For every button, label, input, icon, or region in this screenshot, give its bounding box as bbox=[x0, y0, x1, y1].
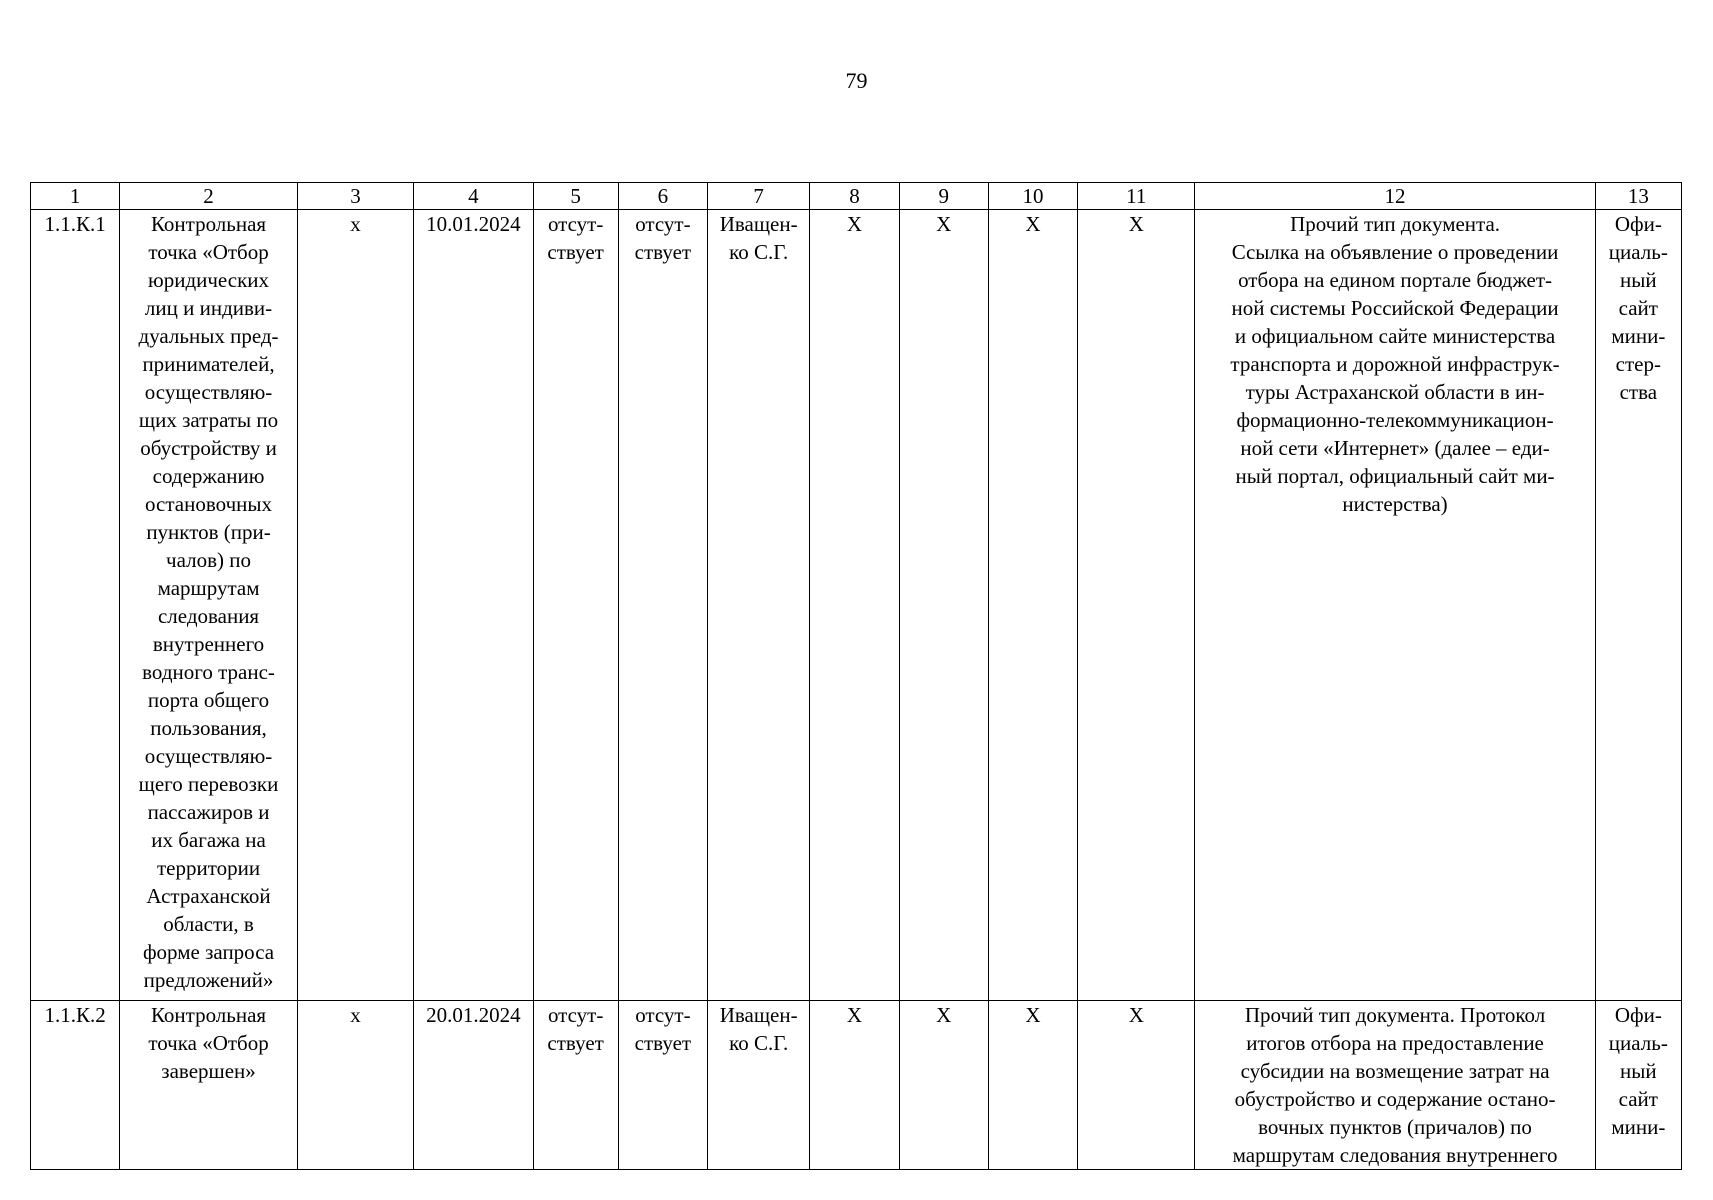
header-cell: 11 bbox=[1078, 183, 1195, 210]
cell-responsible: Иващен- ко С.Г. bbox=[708, 1001, 810, 1170]
cell-col8: X bbox=[810, 210, 899, 1001]
cell-responsible: Иващен- ко С.Г. bbox=[708, 210, 810, 1001]
cell-date: 20.01.2024 bbox=[414, 1001, 533, 1170]
header-cell: 9 bbox=[899, 183, 988, 210]
header-cell: 7 bbox=[708, 183, 810, 210]
cell-col11: X bbox=[1078, 210, 1195, 1001]
header-cell: 10 bbox=[988, 183, 1077, 210]
cell-col10: X bbox=[988, 210, 1077, 1001]
header-cell: 8 bbox=[810, 183, 899, 210]
cell-source: Офи- циаль- ный сайт мини- стер- ства bbox=[1595, 210, 1681, 1001]
cell-code: 1.1.К.2 bbox=[31, 1001, 120, 1170]
cell-name: Контрольная точка «Отбор завершен» bbox=[120, 1001, 298, 1170]
document-table bbox=[30, 182, 1682, 1170]
cell-col5: отсут- ствует bbox=[533, 210, 618, 1001]
cell-col6: отсут- ствует bbox=[618, 1001, 707, 1170]
table-row bbox=[31, 210, 1682, 1001]
cell-col3: х bbox=[297, 210, 413, 1001]
header-cell: 3 bbox=[297, 183, 413, 210]
cell-col11: X bbox=[1078, 1001, 1195, 1170]
cell-col5: отсут- ствует bbox=[533, 1001, 618, 1170]
cell-date: 10.01.2024 bbox=[414, 210, 533, 1001]
cell-col6: отсут- ствует bbox=[618, 210, 707, 1001]
cell-col9: X bbox=[899, 1001, 988, 1170]
table-row bbox=[31, 1001, 1682, 1170]
header-cell: 5 bbox=[533, 183, 618, 210]
cell-document: Прочий тип документа. Протокол итогов отбора на предоставление субсидии на возмещение затрат на обустройство и содержание остано- вочных пунктов (причалов) по маршрутам следования внутреннего bbox=[1195, 1001, 1595, 1170]
header-cell: 1 bbox=[31, 183, 120, 210]
cell-col3: х bbox=[297, 1001, 413, 1170]
table-header-row bbox=[31, 183, 1682, 210]
header-cell: 6 bbox=[618, 183, 707, 210]
page-number: 79 bbox=[845, 68, 868, 93]
cell-source: Офи- циаль- ный сайт мини- bbox=[1595, 1001, 1681, 1170]
cell-col8: X bbox=[810, 1001, 899, 1170]
header-cell: 13 bbox=[1595, 183, 1681, 210]
cell-document: Прочий тип документа. Ссылка на объявление о проведении отбора на едином портале бюджет- ной системы Российской Федерации и официальном сайте министерства транспорта и дорожной инфраструк- туры Астраханской области в ин- формационно-телекоммуникацион- ной сети «Интернет» (далее – еди- ный портал, официальный сайт ми- нистерства) bbox=[1195, 210, 1595, 1001]
header-cell: 2 bbox=[120, 183, 298, 210]
header-cell: 12 bbox=[1195, 183, 1595, 210]
cell-col9: X bbox=[899, 210, 988, 1001]
header-cell: 4 bbox=[414, 183, 533, 210]
cell-name: Контрольная точка «Отбор юридических лиц и индиви- дуальных пред- принимателей, осуществляю- щих затраты по обустройству и содержанию остановочных пунктов (при- чалов) по маршрутам следования внутреннего водного транс- порта общего пользования, осуществляю- щего перевозки пассажиров и их багажа на территории Астраханской области, в форме запроса предложений» bbox=[120, 210, 298, 1001]
cell-code: 1.1.К.1 bbox=[31, 210, 120, 1001]
cell-col10: X bbox=[988, 1001, 1077, 1170]
